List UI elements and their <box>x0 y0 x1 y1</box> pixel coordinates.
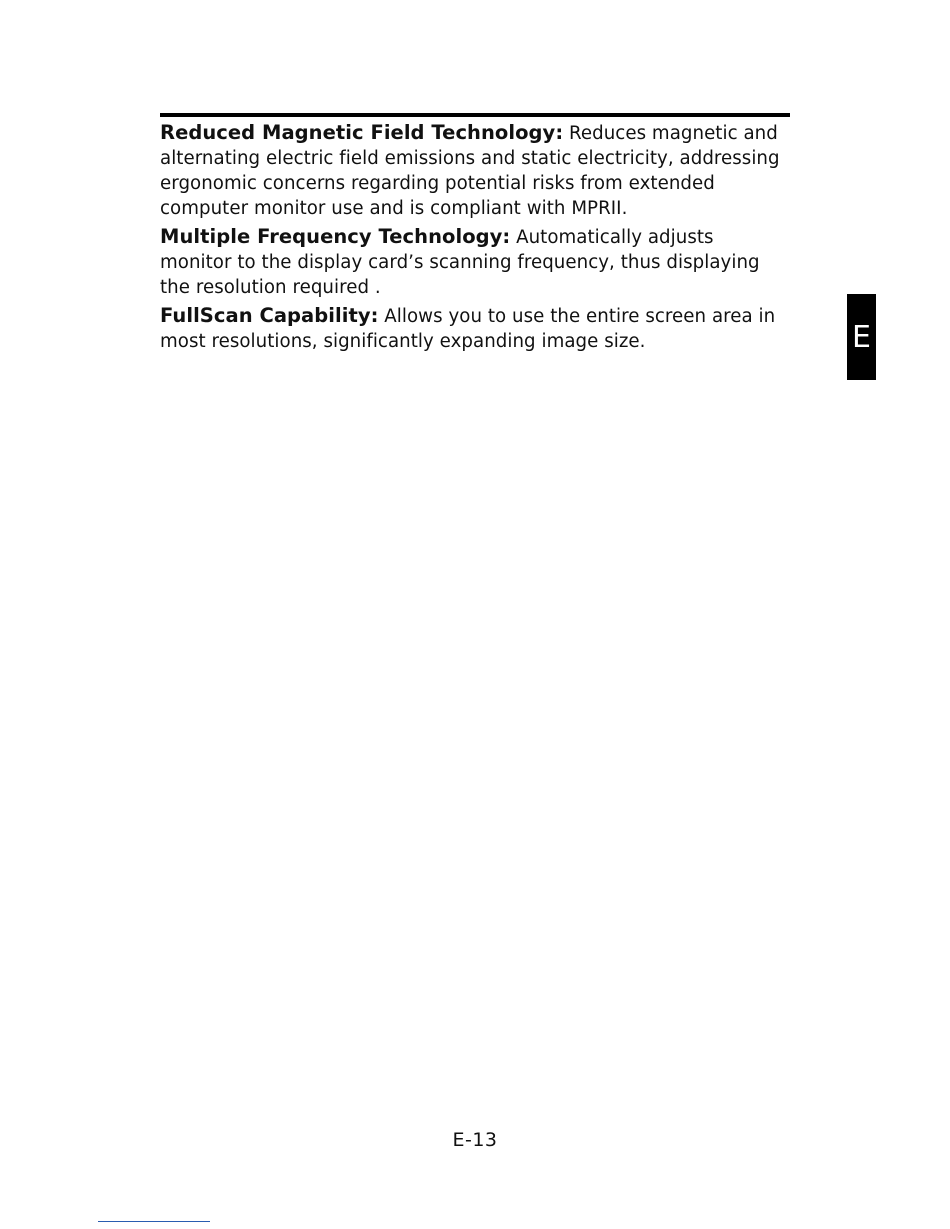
feature-description: Allows you to use the entire screen area in most resolutions, significantly expanding image size. <box>160 306 776 352</box>
feature-list <box>160 120 790 357</box>
feature-title: FullScan Capability: <box>160 304 379 327</box>
feature-reduced-magnetic-field <box>160 120 790 221</box>
feature-title: Reduced Magnetic Field Technology: <box>160 121 564 144</box>
feature-description: Reduces magnetic and alternating electric field emissions and static electricity, addressing ergonomic concerns regarding potential risks from extended computer monitor use and is compliant with MPRII. <box>160 123 780 219</box>
feature-fullscan <box>160 303 790 354</box>
top-rule <box>160 113 790 117</box>
page-number: E-13 <box>452 1129 498 1151</box>
section-tab: E <box>847 294 876 380</box>
feature-description: Automatically adjusts monitor to the display card’s scanning frequency, thus displaying the resolution required . <box>160 227 760 298</box>
feature-title: Multiple Frequency Technology: <box>160 225 511 248</box>
footer-rule <box>98 1221 210 1222</box>
feature-multiple-frequency <box>160 224 790 300</box>
